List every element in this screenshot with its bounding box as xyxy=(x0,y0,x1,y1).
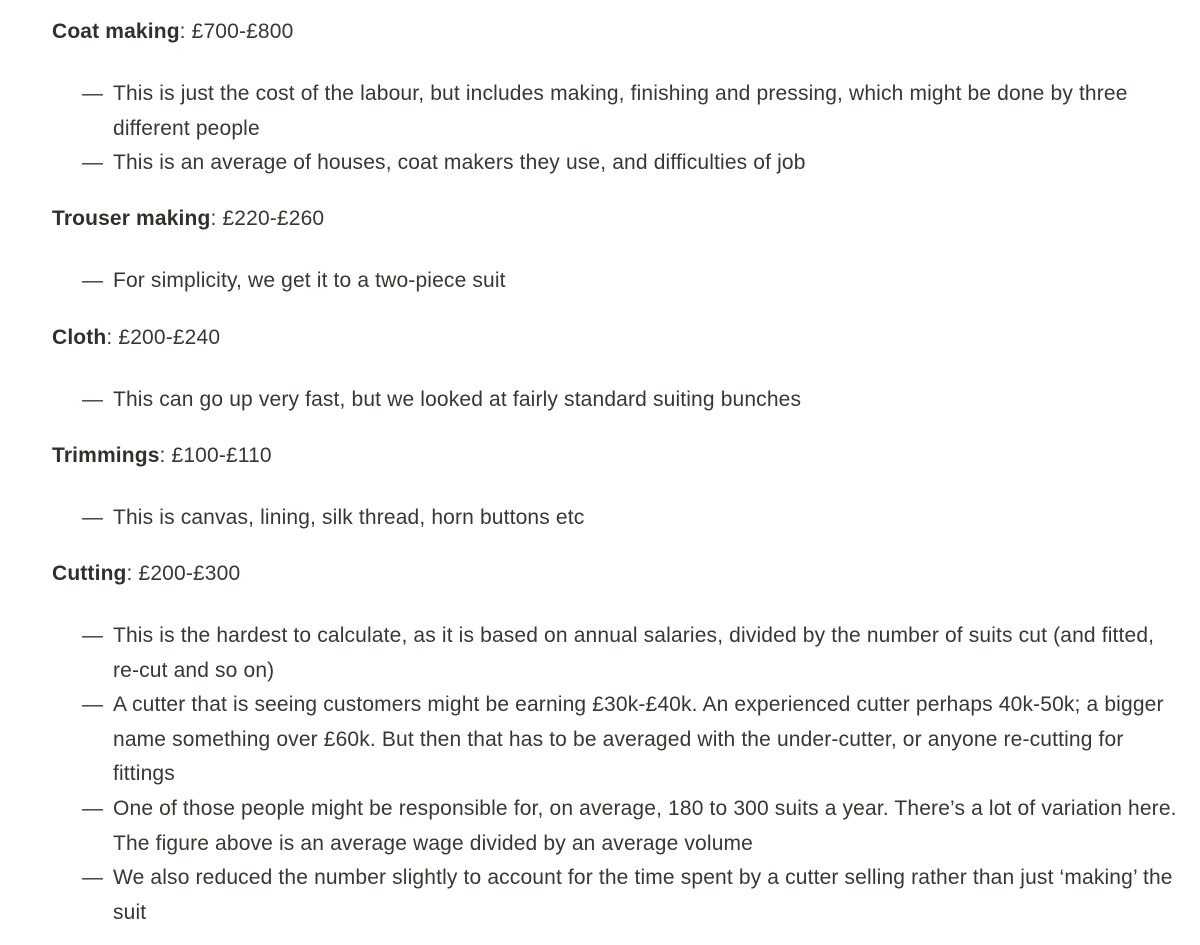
section-heading xyxy=(52,207,1180,231)
list-item-text: This is just the cost of the labour, but includes making, finishing and pressing, which might be done by three different people xyxy=(113,82,1128,140)
cost-section-trimmings xyxy=(52,444,1180,536)
dash-icon: — xyxy=(82,624,104,647)
section-term: Cutting xyxy=(52,562,127,585)
list-item xyxy=(52,501,1180,536)
section-term: Coat making xyxy=(52,20,180,43)
bullet-list xyxy=(52,264,1180,299)
section-term: Trouser making xyxy=(52,207,211,230)
cost-section-coat-making xyxy=(52,20,1180,181)
bullet-list xyxy=(52,619,1180,930)
dash-icon: — xyxy=(82,82,104,105)
dash-icon: — xyxy=(82,388,104,411)
section-price: : £200-£240 xyxy=(106,326,221,349)
list-item xyxy=(52,861,1180,930)
list-item-text: This is canvas, lining, silk thread, horn buttons etc xyxy=(113,506,585,529)
dash-icon: — xyxy=(82,693,104,717)
section-price: : £700-£800 xyxy=(179,20,294,43)
list-item xyxy=(52,77,1180,146)
list-item-text: We also reduced the number slightly to account for the time spent by a cutter selling rather than just ‘making’ the suit xyxy=(113,866,1173,924)
dash-icon: — xyxy=(82,866,104,890)
bullet-list xyxy=(52,501,1180,536)
list-item-text: One of those people might be responsible for, on average, 180 to 300 suits a year. There’s a lot of variation here. The figure above is an average wage divided by an average volume xyxy=(113,796,1177,855)
list-item-text: This is the hardest to calculate, as it is based on annual salaries, divided by the number of suits cut (and fitted, re-cut and so on) xyxy=(113,624,1155,682)
bullet-list xyxy=(52,77,1180,181)
section-price: : £220-£260 xyxy=(210,207,325,230)
section-price: : £100-£110 xyxy=(159,444,272,467)
dash-icon: — xyxy=(82,506,104,529)
section-heading xyxy=(52,562,1180,586)
list-item-text: A cutter that is seeing customers might be earning £30k-£40k. An experienced cutter perhaps 40k-50k; a bigger name something over £60k. But then that has to be averaged with the under-cutter, or anyone re-cutting for fittings xyxy=(113,693,1164,786)
list-item xyxy=(52,619,1180,688)
cost-section-cloth xyxy=(52,326,1180,418)
section-heading xyxy=(52,444,1180,468)
cost-section-cutting xyxy=(52,562,1180,930)
list-item-text: This can go up very fast, but we looked at fairly standard suiting bunches xyxy=(113,388,802,411)
section-term: Trimmings xyxy=(52,444,160,467)
bullet-list xyxy=(52,383,1180,418)
section-heading xyxy=(52,326,1180,350)
dash-icon: — xyxy=(82,151,104,175)
section-price: : £200-£300 xyxy=(126,562,241,585)
list-item xyxy=(52,792,1180,861)
section-term: Cloth xyxy=(52,326,107,349)
cost-section-trouser-making xyxy=(52,207,1180,299)
list-item xyxy=(52,146,1180,181)
dash-icon: — xyxy=(82,269,104,292)
list-item xyxy=(52,264,1180,299)
dash-icon: — xyxy=(82,796,104,820)
list-item xyxy=(52,688,1180,792)
list-item xyxy=(52,383,1180,418)
list-item-text: For simplicity, we get it to a two-piece suit xyxy=(113,269,506,292)
list-item-text: This is an average of houses, coat makers they use, and difficulties of job xyxy=(113,151,806,175)
section-heading xyxy=(52,20,1180,44)
